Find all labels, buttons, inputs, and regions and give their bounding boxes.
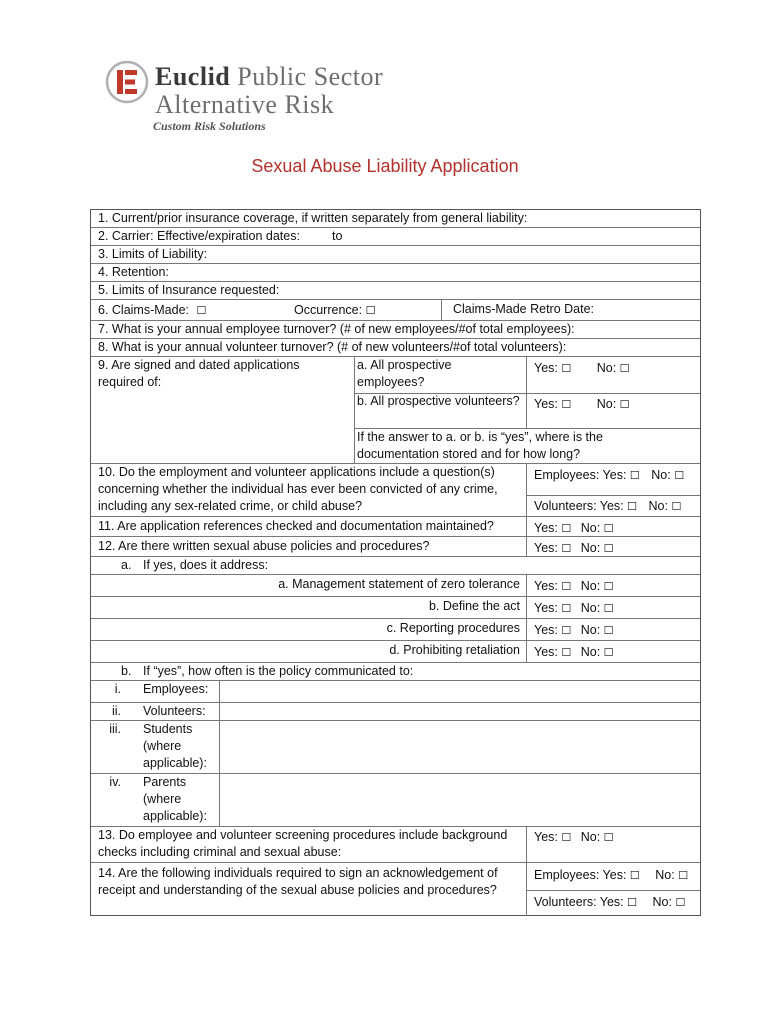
- q9a-no-checkbox[interactable]: ☐: [619, 362, 630, 375]
- yes-label: Yes:: [534, 601, 558, 615]
- q10-employees-no-checkbox[interactable]: ☐: [674, 469, 685, 482]
- question-12: 12. Are there written sexual abuse policies and procedures?: [98, 539, 430, 553]
- q12b-iv-number: iv.: [109, 775, 121, 789]
- q14-volunteers-yes-checkbox[interactable]: ☐: [627, 896, 638, 909]
- q14-volunteers-answer: [534, 894, 685, 911]
- claims-made-label: 6. Claims-Made:: [98, 303, 189, 317]
- q12a-1-yes-checkbox[interactable]: ☐: [561, 580, 572, 593]
- no-label: No:: [580, 579, 601, 593]
- no-label: No:: [596, 361, 617, 375]
- q12a-item-zero-tolerance: a. Management statement of zero tolerance: [278, 577, 520, 591]
- question-9b: b. All prospective volunteers?: [357, 394, 520, 408]
- no-label: No:: [596, 397, 617, 411]
- q12a-2-no-checkbox[interactable]: ☐: [603, 602, 614, 615]
- q12-no-checkbox[interactable]: ☐: [603, 542, 614, 555]
- q12a-number: a.: [121, 558, 132, 572]
- q11-no-checkbox[interactable]: ☐: [603, 522, 614, 535]
- logo-alternative-risk: Alternative Risk: [155, 90, 335, 119]
- question-2-to: to: [332, 229, 343, 243]
- q13-answer: [534, 829, 614, 846]
- q9b-yes-checkbox[interactable]: ☐: [561, 398, 572, 411]
- q12b-volunteers-label: Volunteers:: [143, 704, 206, 718]
- q9a-yes-checkbox[interactable]: ☐: [561, 362, 572, 375]
- question-12b: If “yes”, how often is the policy communicated to:: [143, 664, 414, 678]
- q12a-4-answer: [534, 644, 614, 661]
- logo-word-euclid: Euclid: [155, 62, 231, 91]
- q12b-i-number: i.: [114, 682, 121, 696]
- q10-employees-answer: [534, 467, 684, 484]
- q12a-3-answer: [534, 622, 614, 639]
- question-6-claims-made: [98, 302, 206, 319]
- q12b-employees-label: Employees:: [143, 682, 209, 696]
- q11-yes-checkbox[interactable]: ☐: [561, 522, 572, 535]
- q14-employees-yes-checkbox[interactable]: ☐: [629, 869, 640, 882]
- yes-label: Yes:: [534, 397, 558, 411]
- q12-yes-checkbox[interactable]: ☐: [561, 542, 572, 555]
- question-11: 11. Are application references checked and documentation maintained?: [98, 519, 494, 533]
- q12a-item-retaliation: d. Prohibiting retaliation: [389, 643, 520, 657]
- page-title: Sexual Abuse Liability Application: [251, 156, 519, 176]
- q10-employees-yes-checkbox[interactable]: ☐: [629, 469, 640, 482]
- logo-word-public-sector: Public Sector: [237, 62, 384, 91]
- q14-volunteers-no-checkbox[interactable]: ☐: [675, 896, 686, 909]
- question-12a: If yes, does it address:: [143, 558, 269, 572]
- occurrence-label: Occurrence:: [294, 303, 363, 317]
- question-7: 7. What is your annual employee turnover? (# of new employees/#of total employees):: [98, 322, 575, 336]
- no-label: No:: [580, 521, 601, 535]
- question-1: 1. Current/prior insurance coverage, if written separately from general liability:: [98, 211, 528, 225]
- employees-yes-label: Employees: Yes:: [534, 468, 627, 482]
- yes-label: Yes:: [534, 645, 558, 659]
- q10-volunteers-yes-checkbox[interactable]: ☐: [627, 500, 638, 513]
- yes-label: Yes:: [534, 361, 558, 375]
- q9b-answer: [534, 396, 630, 413]
- q12-answer: [534, 540, 614, 557]
- no-label: No:: [580, 601, 601, 615]
- q10-volunteers-answer: [534, 498, 681, 515]
- q14-employees-answer: [534, 867, 688, 884]
- question-9a: a. All prospective employees?: [357, 358, 452, 389]
- q12a-item-define-act: b. Define the act: [428, 599, 520, 613]
- question-6-retro-date: Claims-Made Retro Date:: [453, 302, 595, 316]
- no-label: No:: [652, 895, 672, 909]
- q12a-4-no-checkbox[interactable]: ☐: [603, 646, 614, 659]
- question-10: 10. Do the employment and volunteer applications include a question(s) concerning whether the individual has ever been convicted of any crime, including any sex-related crime, or child abuse?: [98, 465, 498, 513]
- yes-label: Yes:: [534, 521, 558, 535]
- q12a-4-yes-checkbox[interactable]: ☐: [561, 646, 572, 659]
- q12b-ii-number: ii.: [111, 704, 121, 718]
- q12a-3-yes-checkbox[interactable]: ☐: [561, 624, 572, 637]
- no-label: No:: [580, 645, 601, 659]
- occurrence-checkbox[interactable]: ☐: [365, 304, 376, 317]
- no-label: No:: [580, 541, 601, 555]
- q10-volunteers-no-checkbox[interactable]: ☐: [671, 500, 682, 513]
- q11-answer: [534, 520, 614, 537]
- q12b-students-label: Students (where applicable):: [143, 722, 207, 770]
- question-6-occurrence: [294, 302, 375, 319]
- q13-no-checkbox[interactable]: ☐: [603, 831, 614, 844]
- q9a-answer: [534, 360, 630, 377]
- q12a-3-no-checkbox[interactable]: ☐: [603, 624, 614, 637]
- no-label: No:: [580, 830, 601, 844]
- application-form: [90, 209, 701, 916]
- volunteers-yes-label: Volunteers: Yes:: [534, 499, 624, 513]
- q12b-number: b.: [121, 664, 132, 678]
- q12a-item-reporting: c. Reporting procedures: [386, 621, 520, 635]
- no-label: No:: [580, 623, 601, 637]
- q13-yes-checkbox[interactable]: ☐: [561, 831, 572, 844]
- logo-tagline: Custom Risk Solutions: [153, 119, 266, 133]
- logo-company-name: [155, 62, 383, 92]
- employees-yes-label: Employees: Yes:: [534, 868, 627, 882]
- yes-label: Yes:: [534, 541, 558, 555]
- q12a-1-answer: [534, 578, 614, 595]
- q9b-no-checkbox[interactable]: ☐: [619, 398, 630, 411]
- yes-label: Yes:: [534, 830, 558, 844]
- question-9-where: If the answer to a. or b. is “yes”, where is the documentation stored and for how long?: [357, 430, 603, 461]
- yes-label: Yes:: [534, 623, 558, 637]
- volunteers-yes-label: Volunteers: Yes:: [534, 895, 624, 909]
- no-label: No:: [648, 499, 668, 513]
- q12b-iii-number: iii.: [109, 722, 121, 736]
- q14-employees-no-checkbox[interactable]: ☐: [678, 869, 689, 882]
- no-label: No:: [655, 868, 675, 882]
- q12a-2-answer: [534, 600, 614, 617]
- question-13: 13. Do employee and volunteer screening procedures include background checks including criminal and sexual abuse:: [98, 828, 508, 859]
- question-5: 5. Limits of Insurance requested:: [98, 283, 280, 297]
- claims-made-checkbox[interactable]: ☐: [196, 304, 207, 317]
- question-14: 14. Are the following individuals required to sign an acknowledgement of receipt and understanding of the sexual abuse policies and procedures?: [98, 866, 498, 897]
- q12b-parents-label: Parents (where applicable):: [143, 775, 207, 823]
- q12a-1-no-checkbox[interactable]: ☐: [603, 580, 614, 593]
- euclid-logo-icon: [105, 60, 149, 104]
- question-8: 8. What is your annual volunteer turnover? (# of new volunteers/#of total volunteers):: [98, 340, 567, 354]
- yes-label: Yes:: [534, 579, 558, 593]
- company-logo: [105, 60, 465, 140]
- no-label: No:: [651, 468, 671, 482]
- q12a-2-yes-checkbox[interactable]: ☐: [561, 602, 572, 615]
- question-4: 4. Retention:: [98, 265, 169, 279]
- question-9: 9. Are signed and dated applications required of:: [98, 358, 300, 389]
- question-3: 3. Limits of Liability:: [98, 247, 208, 261]
- question-2: 2. Carrier: Effective/expiration dates:: [98, 229, 300, 243]
